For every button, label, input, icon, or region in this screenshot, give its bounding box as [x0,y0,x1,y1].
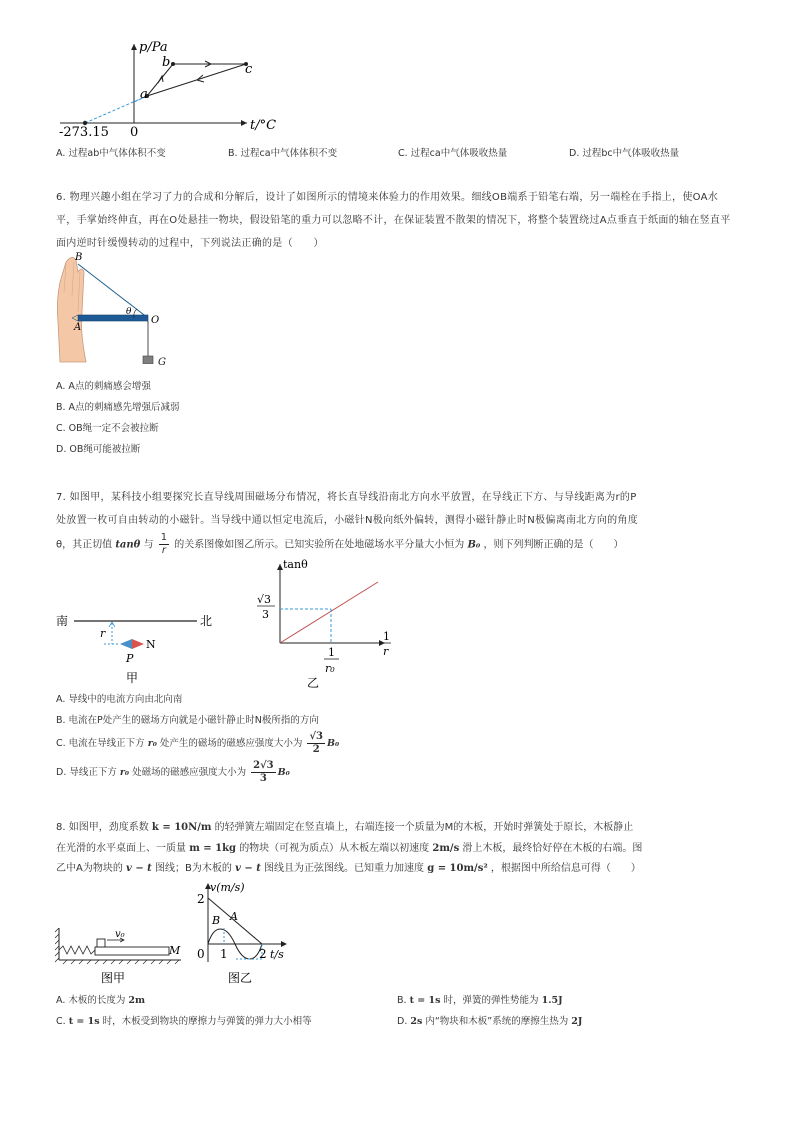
q6-option-d[interactable]: D. OB绳可能被拉断 [56,444,141,455]
q5-label-a: a [140,87,148,102]
q6-label-o: O [151,315,160,326]
q7-stem-frac-den: r [161,545,166,556]
q8-yi-y-tick: 2 [197,892,205,906]
q7-stem-frac [159,532,169,557]
q7-option-c[interactable] [56,731,339,756]
q7-yi-y-tick-num: √3 [257,593,272,606]
q8-fig-jia [55,918,187,990]
q7-opt-d-den: 3 [259,773,267,784]
q8-l2-b: 的物块（可视为质点）从木板左端以初速度 [239,843,430,854]
q7-option-d[interactable] [56,760,290,785]
q6-hand-shape [57,257,86,362]
q7-jia-south: 南 [56,614,69,628]
q7-yi-y-tick-den: 3 [262,608,269,621]
q8-opt-d-text: 内“物块和木板”系统的摩擦生热为 [425,1016,569,1027]
q8-jia-caption: 图甲 [101,971,126,985]
q7-stem-line1: 7. 如图甲，某科技小组要探究长直导线周围磁场分布情况，将长直导线沿南北方向水平放置，在导线正下方、与导线距离为r的P [56,492,637,503]
q8-table-hatch [63,960,179,964]
q5-option-d[interactable]: D. 过程bc中气体吸收热量 [569,148,680,159]
q7-jia-needle-n [132,639,144,649]
q8-option-b[interactable] [397,992,563,1006]
q8-stem-line2 [56,841,642,856]
q8-stem-line1 [56,820,633,835]
q8-opt-a-text: A. 木板的长度为 [56,995,126,1006]
q8-l3-a: 乙中A为物块的 [56,863,123,874]
q8-l1-k: k = 10N/m [151,822,212,833]
q7-jia-caption: 甲 [126,671,139,685]
q7-opt-c-num: √3 [309,731,323,742]
q8-yi-x-tick-0: 0 [197,947,205,961]
q8-l2-a: 在光滑的水平桌面上、一质量 [56,843,186,854]
q7-opt-c-r0: r₀ [147,738,157,749]
q8-board [95,947,169,955]
q7-opt-c-b0: B₀ [327,738,340,749]
q8-spring [59,946,95,954]
q8-opt-a-val: 2m [128,995,146,1006]
q5-intercept-label: -273.15 [59,125,109,138]
q8-option-a[interactable] [56,992,145,1006]
q8-opt-b-label: B. [397,995,407,1006]
q7-fig-yi[interactable] [245,556,405,691]
q6-option-a[interactable]: A. A点的刺痛感会增强 [56,381,151,392]
q7-opt-c-den: 2 [312,744,320,755]
q7-yi-line [280,582,378,643]
q5-origin-label: 0 [130,125,139,138]
q7-yi-x-label-num: 1 [383,630,390,643]
q8-block [97,939,105,947]
q7-jia-n: N [146,638,156,651]
q7-opt-d-a: D. 导线正下方 [56,767,117,778]
q8-jia-v0: v₀ [115,929,125,940]
q7-opt-c-a: C. 电流在导线正下方 [56,738,145,749]
q8-yi-x-label: t/s [270,948,284,961]
q8-l2-c: 滑上木板，最终恰好停在木板的右端。图 [462,843,643,854]
q8-stem-line3 [56,861,641,876]
q8-l3-vt1: v − t [126,863,152,874]
q7-fig-jia [52,610,222,690]
q5-point-b [171,62,175,66]
q7-yi-x-tick-den: r₀ [325,662,335,675]
q7-stem-text-b: 与 [143,539,154,551]
q7-opt-c-frac [307,731,325,756]
q7-stem-line3 [56,532,624,557]
q7-jia-r: r [100,627,106,640]
q7-opt-d-b: 处磁场的磁感应强度大小为 [132,767,247,778]
q5-option-b[interactable]: B. 过程ca中气体体积不变 [228,148,338,159]
q7-yi-x-label-den: r [383,645,389,658]
q8-jia-m: M [169,944,181,957]
q6-stem: 6. 物理兴趣小组在学习了力的合成和分解后，设计了如图所示的情境来体验力的作用效果。细线OB端系于铅笔右端，另一端栓在手指上，使OA水平，手掌始终伸直，再在O处悬挂一物块，假设铅笔的重力可以忽略不计，在保证装置不散架的情况下，将整个装置绕过A点垂直于纸面的轴在竖直平面内逆时针缓慢转动的过程中，下列说法正确的是（ ） [56,192,731,249]
q8-opt-b-t: t = 1s [409,995,441,1006]
q8-yi-x-tick-1: 1 [220,947,228,961]
q6-pencil [78,315,148,321]
q7-option-a[interactable]: A. 导线中的电流方向由北向南 [56,694,183,705]
q8-l3-c: 图线且为正弦图线。已知重力加速度 [264,863,425,874]
q7-opt-d-r0: r₀ [119,767,130,778]
q8-opt-b-text: 时，弹簧的弹性势能为 [443,995,539,1006]
q8-yi-label-b: B [212,914,221,927]
q5-label-c: c [245,62,253,77]
q5-x-label: t/°C [250,118,277,133]
q8-yi-x-tick-2: 2 [259,947,267,961]
q8-option-d[interactable] [397,1013,582,1027]
q5-arrow-ab [158,76,163,83]
q7-stem-text-c: 的关系图像如图乙所示。已知实验所在处地磁场水平分量大小恒为 [174,539,465,551]
q8-l3-b: 图线；B为木板的 [155,863,232,874]
q5-pt-graph [55,38,295,138]
q8-l3-g: g = 10m/s² [427,863,488,874]
q7-yi-y-label: tanθ [283,558,308,571]
q8-opt-c-t: t = 1s [68,1016,100,1027]
q5-option-c[interactable]: C. 过程ca中气体吸收热量 [398,148,508,159]
q8-wall-hatch [55,928,59,962]
q8-yi-label-a: A [230,910,238,923]
q8-l3-vt2: v − t [235,863,261,874]
q7-opt-d-frac [251,760,276,785]
q8-opt-c-label: C. [56,1016,66,1027]
q7-opt-c-b: 处产生的磁场的磁感应强度大小为 [159,738,303,749]
q5-label-b: b [162,55,171,70]
q8-yi-y-label: v(m/s) [210,881,245,894]
q6-label-g: G [158,357,166,368]
q6-option-b[interactable]: B. A点的刺痛感先增强后减弱 [56,402,180,413]
q7-opt-d-b0: B₀ [277,767,290,778]
q8-l1-a: 8. 如图甲，劲度系数 [56,822,149,833]
q8-opt-d-val: 2J [571,1016,583,1027]
q8-l3-d: ，根据图中所给信息可得（ ） [490,863,641,874]
q7-stem-line2: 处放置一枚可自由转动的小磁针。当导线中通以恒定电流后，小磁针N极向纸外偏转，测得小磁针静止时N极偏离南北方向的角度 [56,515,639,526]
q8-fig-yi[interactable] [190,880,300,990]
q6-label-theta: θ [126,307,132,317]
q7-yi-x-tick-num: 1 [328,646,335,659]
q8-l2-m: m = 1kg [189,843,236,854]
q6-label-b: B [75,252,83,263]
q7-stem-text-a: θ，其正切值 [56,539,113,551]
q7-jia-needle-s [120,639,132,649]
q5-y-label: p/Pa [139,40,168,55]
q7-option-b[interactable]: B. 电流在P处产生的磁场方向就是小磁针静止时N极所指的方向 [56,715,319,726]
q7-opt-d-num: 2√3 [253,760,274,771]
q8-opt-b-val: 1.5J [541,995,563,1006]
q7-stem-text-d: ，则下列判断正确的是（ ） [483,539,624,551]
q5-dashed-extension [85,96,147,123]
q8-opt-d-label: D. [397,1016,408,1027]
q6-option-c[interactable]: C. OB绳一定不会被拉断 [56,423,159,434]
q6-figure [52,252,177,364]
q8-opt-d-t: 2s [410,1016,423,1027]
q7-stem-b0: B₀ [467,539,481,551]
q7-yi-caption: 乙 [307,676,320,690]
q7-jia-north: 北 [200,614,213,628]
q8-option-c[interactable] [56,1013,312,1027]
q8-l2-v: 2m/s [432,843,460,854]
q7-jia-p: P [126,652,134,665]
q7-stem-frac-num: 1 [160,532,168,543]
q6-rope-ob [78,264,148,318]
q5-option-a[interactable]: A. 过程ab中气体体积不变 [56,148,166,159]
q6-weight-g [143,356,153,364]
q8-l1-b: 的轻弹簧左端固定在竖直墙上，右端连接一个质量为M的木板，开始时弹簧处于原长，木板静止 [214,822,634,833]
q6-label-a: A [74,322,82,333]
q8-opt-c-text: 时，木板受到物块的摩擦力与弹簧的弹力大小相等 [102,1016,312,1027]
q7-stem-tan: tanθ [115,539,141,551]
q8-yi-caption: 图乙 [228,971,253,985]
